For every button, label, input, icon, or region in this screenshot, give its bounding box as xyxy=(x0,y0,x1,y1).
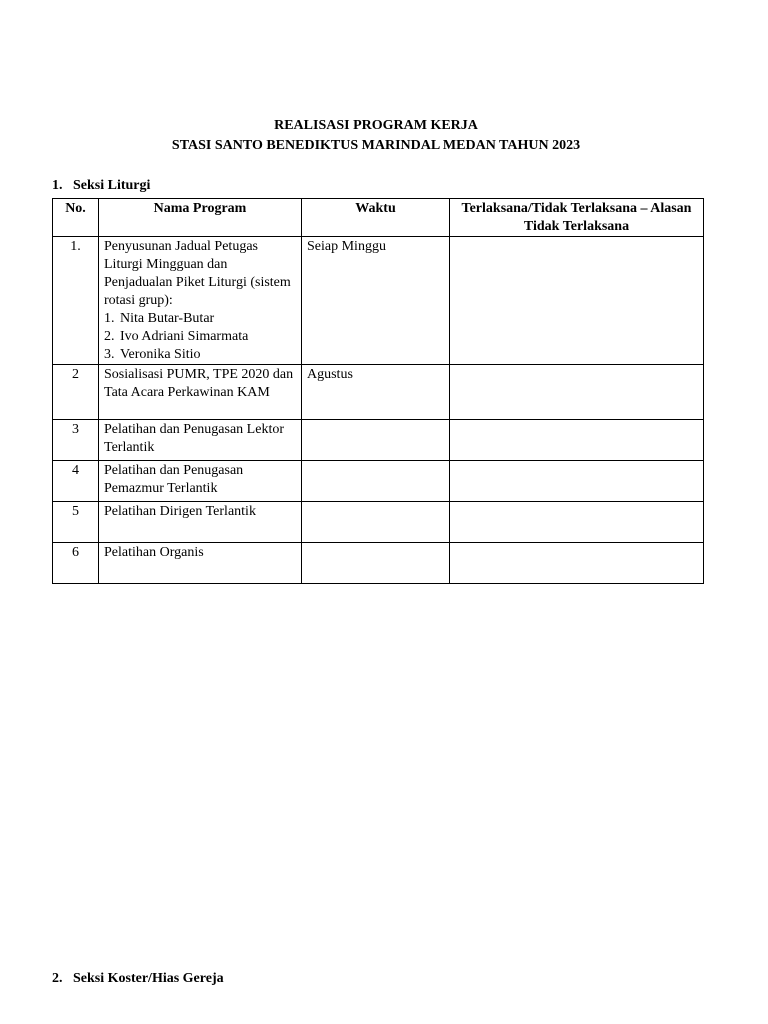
list-text: Ivo Adriani Simarmata xyxy=(120,329,249,344)
program-table-liturgi xyxy=(52,198,704,584)
cell-waktu: Agustus xyxy=(302,365,450,420)
document-title: REALISASI PROGRAM KERJA xyxy=(274,118,478,133)
cell-no: 6 xyxy=(53,543,99,584)
list-item xyxy=(104,310,296,328)
list-index: 1. xyxy=(104,311,115,326)
cell-nama-program: Pelatihan Organis xyxy=(99,543,302,584)
cell-nama-program: Pelatihan Dirigen Terlantik xyxy=(99,502,302,543)
cell-nama-program: Pelatihan dan Penugasan Pemazmur Terlantik xyxy=(99,461,302,502)
list-index: 2. xyxy=(104,329,115,344)
cell-no: 4 xyxy=(53,461,99,502)
cell-no: 1. xyxy=(53,237,99,365)
cell-waktu: Seiap Minggu xyxy=(302,237,450,365)
cell-no: 3 xyxy=(53,420,99,461)
cell-status xyxy=(450,237,704,365)
cell-status xyxy=(450,502,704,543)
cell-status xyxy=(450,461,704,502)
list-text: Nita Butar-Butar xyxy=(120,311,215,326)
header-waktu: Waktu xyxy=(302,199,450,237)
cell-nama-program xyxy=(99,237,302,365)
table-row xyxy=(53,365,704,420)
list-index: 3. xyxy=(104,347,115,362)
table-row xyxy=(53,420,704,461)
table-header-row xyxy=(53,199,704,237)
cell-status xyxy=(450,543,704,584)
table-row xyxy=(53,461,704,502)
list-text: Veronika Sitio xyxy=(120,347,201,362)
cell-waktu xyxy=(302,502,450,543)
assignee-list xyxy=(104,310,296,364)
section-heading-liturgi xyxy=(52,177,150,195)
section-heading-koster xyxy=(52,970,224,988)
cell-waktu xyxy=(302,543,450,584)
section-title: Seksi Liturgi xyxy=(73,178,151,193)
table-row xyxy=(53,543,704,584)
document-subtitle: STASI SANTO BENEDIKTUS MARINDAL MEDAN TAHUN 2023 xyxy=(171,138,581,153)
cell-nama-program: Pelatihan dan Penugasan Lektor Terlantik xyxy=(99,420,302,461)
list-item xyxy=(104,346,296,364)
cell-status xyxy=(450,365,704,420)
cell-no: 5 xyxy=(53,502,99,543)
cell-status xyxy=(450,420,704,461)
section-number: 2. xyxy=(52,971,63,986)
cell-nama-program: Sosialisasi PUMR, TPE 2020 dan Tata Acara Perkawinan KAM xyxy=(99,365,302,420)
cell-no: 2 xyxy=(53,365,99,420)
header-no: No. xyxy=(53,199,99,237)
header-status: Terlaksana/Tidak Terlaksana – Alasan Tidak Terlaksana xyxy=(450,199,704,237)
header-nama-program: Nama Program xyxy=(99,199,302,237)
list-item xyxy=(104,328,296,346)
cell-waktu xyxy=(302,420,450,461)
table-row xyxy=(53,502,704,543)
program-text: Penyusunan Jadual Petugas Liturgi Mingguan dan Penjadualan Piket Liturgi (sistem rotasi grup): xyxy=(104,239,291,308)
section-number: 1. xyxy=(52,178,63,193)
section-title: Seksi Koster/Hias Gereja xyxy=(73,971,224,986)
table-row xyxy=(53,237,704,365)
cell-waktu xyxy=(302,461,450,502)
